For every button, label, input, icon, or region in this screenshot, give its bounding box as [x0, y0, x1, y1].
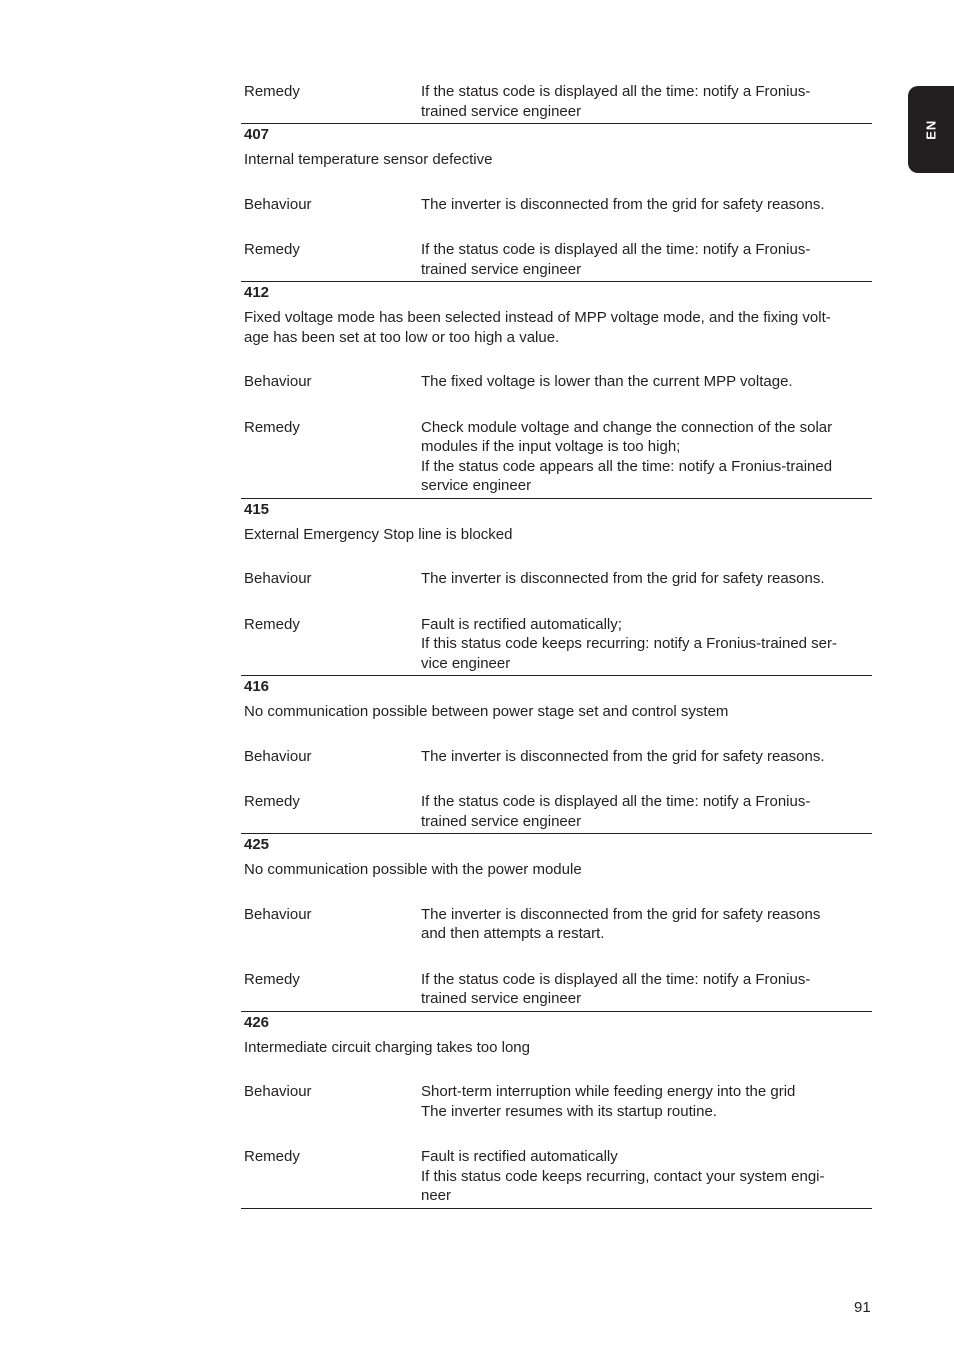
status-code: 426 — [244, 1013, 270, 1031]
status-description: Internal temperature sensor defective — [244, 151, 493, 168]
status-entry-415 — [241, 500, 872, 677]
behaviour-text: The inverter is disconnected from the grid for safety reasons. — [421, 747, 825, 765]
remedy-label: Remedy — [244, 241, 300, 258]
behaviour-row — [241, 905, 872, 944]
remedy-label: Remedy — [244, 83, 300, 100]
remedy-text: If the status code is displayed all the time: notify a Fronius- trained service engineer — [421, 970, 811, 1007]
behaviour-text: The fixed voltage is lower than the current MPP voltage. — [421, 373, 793, 390]
behaviour-label: Behaviour — [244, 747, 312, 765]
language-tab-label: EN — [923, 119, 939, 140]
status-entry-407 — [241, 125, 872, 282]
status-description: No communication possible between power stage set and control system — [244, 703, 729, 720]
remedy-row — [241, 1147, 872, 1209]
behaviour-label: Behaviour — [244, 905, 312, 923]
remedy-row — [241, 418, 872, 499]
remedy-row — [241, 792, 872, 834]
language-tab — [908, 86, 954, 173]
status-description: No communication possible with the power module — [244, 861, 582, 878]
remedy-text: If the status code is displayed all the time: notify a Fronius- trained service engineer — [421, 793, 811, 830]
status-entry-426 — [241, 1013, 872, 1209]
status-description: Fixed voltage mode has been selected instead of MPP voltage mode, and the fixing volt- age has been set at too low or too high a value. — [244, 309, 831, 346]
behaviour-label: Behaviour — [244, 1083, 312, 1100]
status-entry-416 — [241, 677, 872, 834]
status-description: External Emergency Stop line is blocked — [244, 525, 513, 543]
behaviour-text: The inverter is disconnected from the grid for safety reasons. — [421, 570, 825, 587]
remedy-row — [241, 240, 872, 282]
status-code: 412 — [244, 284, 270, 301]
behaviour-text: The inverter is disconnected from the grid for safety reasons. — [421, 195, 825, 213]
remedy-row — [241, 970, 872, 1012]
status-entry-425 — [241, 835, 872, 1012]
remedy-text: Fault is rectified automatically; If this status code keeps recurring: notify a Fronius-trained ser- vice engineer — [421, 615, 838, 672]
status-entry-412 — [241, 283, 872, 499]
status-code: 416 — [244, 678, 270, 695]
status-code-list — [241, 82, 872, 1209]
behaviour-row — [241, 747, 872, 767]
behaviour-row — [241, 1082, 872, 1121]
remedy-label: Remedy — [244, 793, 300, 810]
remedy-text: Check module voltage and change the connection of the solar modules if the input voltage is too high; If the status code appears all the time: notify a Fronius-trained service engineer — [421, 418, 833, 494]
remedy-row — [241, 615, 872, 677]
behaviour-text: The inverter is disconnected from the grid for safety reasons and then attempts a restart. — [421, 905, 821, 942]
remedy-label: Remedy — [244, 970, 300, 988]
status-code: 425 — [244, 836, 270, 853]
behaviour-label: Behaviour — [244, 570, 312, 587]
remedy-text: If the status code is displayed all the time: notify a Fronius- trained service engineer — [421, 83, 811, 120]
behaviour-row — [241, 195, 872, 215]
behaviour-row — [241, 569, 872, 589]
remedy-row — [241, 82, 872, 124]
status-code: 407 — [244, 126, 270, 143]
behaviour-label: Behaviour — [244, 195, 312, 213]
remedy-text: If the status code is displayed all the time: notify a Fronius- trained service engineer — [421, 241, 811, 278]
status-code: 415 — [244, 500, 270, 518]
remedy-label: Remedy — [244, 615, 300, 633]
remedy-text: Fault is rectified automatically If this status code keeps recurring, contact your system engi- neer — [421, 1148, 825, 1204]
page-number: 91 — [854, 1299, 871, 1316]
remedy-label: Remedy — [244, 1148, 300, 1165]
behaviour-label: Behaviour — [244, 373, 312, 390]
behaviour-row — [241, 372, 872, 392]
behaviour-text: Short-term interruption while feeding energy into the grid The inverter resumes with its startup routine. — [421, 1083, 796, 1120]
status-description: Intermediate circuit charging takes too long — [244, 1038, 530, 1056]
remedy-label: Remedy — [244, 418, 300, 436]
